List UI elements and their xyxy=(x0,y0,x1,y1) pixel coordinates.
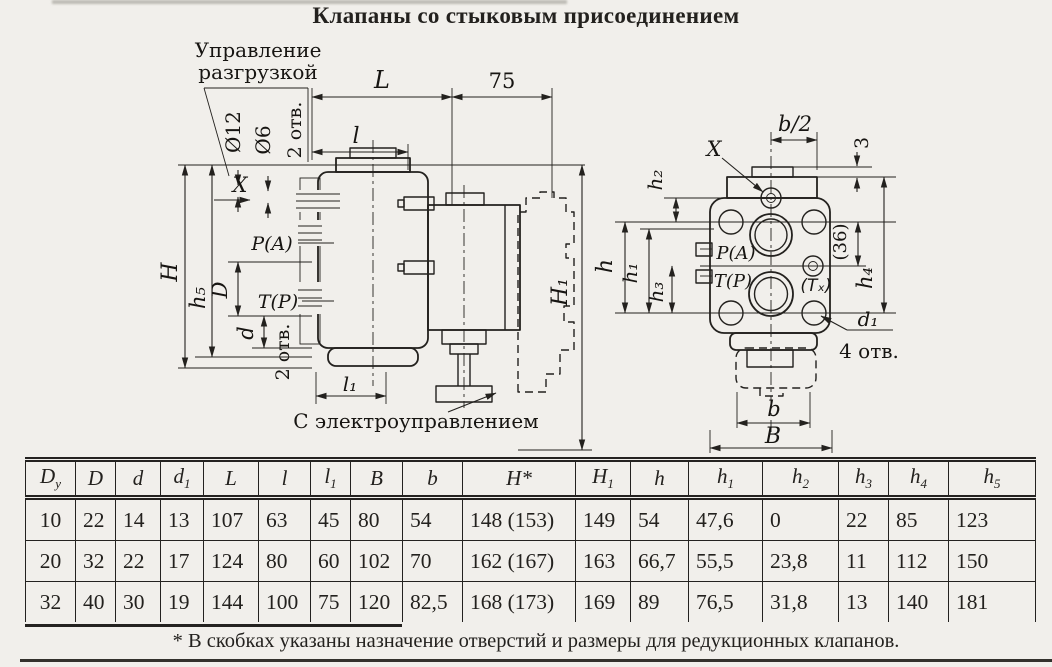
table-cell: 100 xyxy=(259,582,311,623)
label-port-PA-face: P(A) xyxy=(716,243,756,264)
table-cell: 123 xyxy=(949,498,1036,541)
label-port-PA: P(A) xyxy=(251,233,293,255)
label-dim-b2: b/2 xyxy=(778,112,812,136)
table-cell: 76,5 xyxy=(689,582,763,623)
col-header: $d_1$ xyxy=(161,460,204,498)
label-two-holes-bottom: 2 отв. xyxy=(272,323,294,381)
label-dim-D: D xyxy=(208,281,232,299)
label-dim-l1: l₁ xyxy=(342,372,358,396)
table-cell: 63 xyxy=(259,498,311,541)
label-dim-h: h xyxy=(593,258,618,274)
table-cell: 40 xyxy=(76,582,116,623)
table-cell: 0 xyxy=(763,498,839,541)
col-header: $l_1$ xyxy=(311,460,351,498)
label-dim-36: (36) xyxy=(830,223,851,261)
label-dim-h2: h₂ xyxy=(643,169,667,191)
col-header: L xyxy=(204,460,259,498)
label-dia12: Ø12 xyxy=(221,111,245,153)
table-cell: 85 xyxy=(889,498,949,541)
label-dim-d1: d₁ xyxy=(857,307,879,331)
footnote: * В скобках указаны назначение отверстий и размеры для редукционных клапанов. xyxy=(172,630,900,652)
table-cell: 80 xyxy=(259,541,311,582)
table-cell: 32 xyxy=(26,582,76,623)
col-header: b xyxy=(403,460,463,498)
table-cell: 144 xyxy=(204,582,259,623)
table-cell: 181 xyxy=(949,582,1036,623)
table-cell: 140 xyxy=(889,582,949,623)
table-row xyxy=(26,498,1036,541)
table-cell: 20 xyxy=(26,541,76,582)
table-cell: 45 xyxy=(311,498,351,541)
table-cell: 163 xyxy=(576,541,631,582)
table-cell: 30 xyxy=(116,582,161,623)
label-port-TP: T(P) xyxy=(257,291,299,313)
table-cell: 102 xyxy=(351,541,403,582)
table-cell: 149 xyxy=(576,498,631,541)
label-unload-control-1: Управление xyxy=(194,38,322,62)
face-top-notch xyxy=(752,167,793,177)
label-four-holes: 4 отв. xyxy=(839,339,899,363)
col-header: $h_4$ xyxy=(889,460,949,498)
label-dim-H: H xyxy=(158,262,183,282)
col-header: $h_1$ xyxy=(689,460,763,498)
table-cell: 22 xyxy=(116,541,161,582)
label-dim-L: L xyxy=(374,66,390,94)
mounting-holes xyxy=(719,210,826,325)
technical-drawing xyxy=(0,30,1052,458)
col-header: $h_2$ xyxy=(763,460,839,498)
label-dim-d: d xyxy=(234,326,258,340)
table-cell: 162 (167) xyxy=(463,541,576,582)
right-view-labels xyxy=(593,112,899,449)
table-cell: 32 xyxy=(76,541,116,582)
table-cell: 70 xyxy=(403,541,463,582)
col-header: l xyxy=(259,460,311,498)
label-port-TP-face: T(P) xyxy=(713,271,753,292)
col-header: $h_3$ xyxy=(839,460,889,498)
table-bottom-border-partial xyxy=(25,624,402,627)
table-cell: 47,6 xyxy=(689,498,763,541)
table-cell: 80 xyxy=(351,498,403,541)
label-dim-h1: h₁ xyxy=(618,262,642,284)
table-cell: 31,8 xyxy=(763,582,839,623)
electric-unit-dashed xyxy=(736,348,816,388)
bottom-rule xyxy=(20,659,1052,662)
label-dim-H1: H₁ xyxy=(548,277,573,307)
col-header: B xyxy=(351,460,403,498)
table-row xyxy=(26,582,1036,623)
label-dia6: Ø6 xyxy=(251,125,275,155)
table-cell: 23,8 xyxy=(763,541,839,582)
table-cell: 54 xyxy=(631,498,689,541)
table-cell: 22 xyxy=(839,498,889,541)
table-cell: 10 xyxy=(26,498,76,541)
col-header: d xyxy=(116,460,161,498)
label-dim-3: 3 xyxy=(851,136,873,150)
table-cell: 66,7 xyxy=(631,541,689,582)
label-dim-75: 75 xyxy=(488,69,516,93)
page-title: Клапаны со стыковым присоединением xyxy=(312,3,740,28)
table-cell: 19 xyxy=(161,582,204,623)
label-port-X: X xyxy=(232,173,248,197)
table-cell: 75 xyxy=(311,582,351,623)
label-dim-h5: h₅ xyxy=(186,287,210,309)
table-cell: 13 xyxy=(161,498,204,541)
electric-unit-dashed-tab xyxy=(760,388,783,396)
table-row xyxy=(26,541,1036,582)
table-cell: 17 xyxy=(161,541,204,582)
table-header-row xyxy=(26,460,1036,498)
left-view-geometry xyxy=(296,140,574,412)
label-electro-caption: С электроуправлением xyxy=(293,409,539,433)
table-cell: 22 xyxy=(76,498,116,541)
table-cell: 89 xyxy=(631,582,689,623)
table-cell: 168 (173) xyxy=(463,582,576,623)
label-dim-B: B xyxy=(764,424,782,449)
table-cell: 150 xyxy=(949,541,1036,582)
col-header: $D_у$ xyxy=(26,460,76,498)
table-cell: 120 xyxy=(351,582,403,623)
dimension-table xyxy=(25,457,1036,622)
label-two-holes-top: 2 отв. xyxy=(284,101,306,159)
label-port-X-face: X xyxy=(706,137,722,161)
table-cell: 112 xyxy=(889,541,949,582)
table-cell: 54 xyxy=(403,498,463,541)
table-cell: 13 xyxy=(839,582,889,623)
table-cell: 11 xyxy=(839,541,889,582)
table-cell: 60 xyxy=(311,541,351,582)
label-unload-control-2: разгрузкой xyxy=(198,60,318,84)
col-header: $H_1$ xyxy=(576,460,631,498)
label-dim-l: l xyxy=(352,124,360,149)
table-body xyxy=(26,498,1036,623)
col-header: h xyxy=(631,460,689,498)
pilot-valve-block xyxy=(398,185,520,408)
table-cell: 14 xyxy=(116,498,161,541)
right-view xyxy=(593,112,899,453)
label-dim-h4: h₄ xyxy=(853,267,877,289)
table-cell: 124 xyxy=(204,541,259,582)
label-dim-b: b xyxy=(767,397,781,421)
table-cell: 55,5 xyxy=(689,541,763,582)
dimension-table-wrap xyxy=(25,457,1036,622)
table-cell: 148 (153) xyxy=(463,498,576,541)
col-header: D xyxy=(76,460,116,498)
label-dim-h3: h₃ xyxy=(644,281,668,303)
table-cell: 107 xyxy=(204,498,259,541)
label-port-Tx: (Tₓ) xyxy=(800,276,832,296)
left-view xyxy=(158,38,592,450)
table-cell: 82,5 xyxy=(403,582,463,623)
col-header: H* xyxy=(463,460,576,498)
table-cell: 169 xyxy=(576,582,631,623)
ridged-insert xyxy=(747,350,793,367)
col-header: $h_5$ xyxy=(949,460,1036,498)
